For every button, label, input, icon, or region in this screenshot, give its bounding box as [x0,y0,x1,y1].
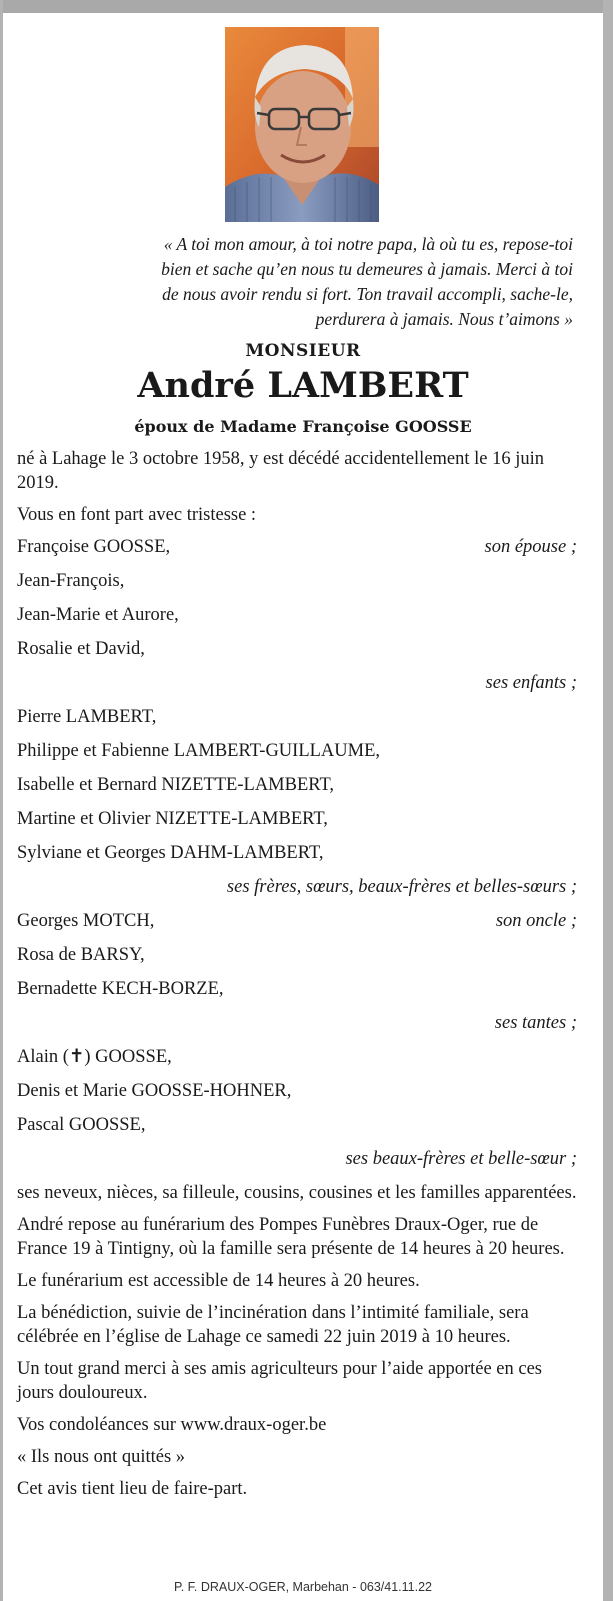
relation-label: ses enfants ; [485,673,577,693]
family-member: Jean-François, [17,571,125,591]
family-row [17,705,577,729]
announcement-line: Vous en font part avec tristesse : [17,505,257,525]
relation-label: ses beaux-frères et belle-sœur ; [345,1149,577,1169]
family-row [17,535,577,559]
closing-paragraph: ses neveux, nièces, sa filleule, cousins, cousines et les familles apparentées. [17,1183,577,1203]
quote-line: bien et sache qu’en nous tu demeures à jamais. Merci à toi [161,259,573,279]
funeral-home-footer: P. F. DRAUX-OGER, Marbehan - 063/41.11.22 [174,1580,432,1594]
family-member: Isabelle et Bernard NIZETTE-LAMBERT, [17,775,335,795]
family-member: Pascal GOOSSE, [17,1115,146,1135]
family-row [17,943,577,967]
closing-paragraph: Le funérarium est accessible de 14 heures à 20 heures. [17,1271,420,1291]
family-row [17,637,577,661]
portrait-photo [225,27,379,222]
family-row [17,569,577,593]
notice-body [17,447,577,1509]
relation-label: ses frères, sœurs, beaux-frères et belles-sœurs ; [226,877,577,897]
relation-label: son oncle ; [495,911,577,931]
family-row [17,841,577,865]
family-member: Jean-Marie et Aurore, [17,605,179,625]
family-row [17,739,577,763]
family-member: Alain (✝) GOOSSE, [17,1047,172,1067]
family-row [17,1079,577,1103]
top-border [3,0,603,13]
closing-paragraph: Un tout grand merci à ses amis agriculteurs pour l’aide apportée en ces jours douloureux. [17,1359,543,1403]
closing-paragraph: André repose au funérarium des Pompes Funèbres Draux-Oger, rue de France 19 à Tintigny, où la famille sera présente de 14 heures à 20 heures. [17,1215,565,1259]
quote-line: de nous avoir rendu si fort. Ton travail accompli, sache-le, [162,284,573,304]
family-row [17,603,577,627]
family-row [17,1045,577,1069]
quote-line: perdurera à jamais. Nous t’aimons » [315,309,573,329]
family-member: Martine et Olivier NIZETTE-LAMBERT, [17,809,328,829]
family-member: Pierre LAMBERT, [17,707,157,727]
family-row [17,807,577,831]
memorial-quote [53,232,573,332]
honorific-title: MONSIEUR [245,341,361,361]
family-row [17,909,577,933]
family-row [17,977,577,1001]
family-member: Françoise GOOSSE, [17,537,171,557]
birth-death-line: né à Lahage le 3 octobre 1958, y est décédé accidentellement le 16 juin 2019. [17,449,545,493]
condolences-link-line: Vos condoléances sur www.draux-oger.be [17,1415,327,1435]
family-member: Sylviane et Georges DAHM-LAMBERT, [17,843,324,863]
closing-paragraph: La bénédiction, suivie de l’incinération dans l’intimité familiale, sera célébrée en l’église de Lahage ce samedi 22 juin 2019 à 10 heures. [17,1303,529,1347]
spouse-line: époux de Madame Françoise GOOSSE [134,417,472,436]
family-member: Rosa de BARSY, [17,945,145,965]
deceased-name: André LAMBERT [137,365,469,406]
family-member: Rosalie et David, [17,639,145,659]
quote-line: « A toi mon amour, à toi notre papa, là où tu es, repose-toi [163,234,573,254]
family-member: Bernadette KECH-BORZE, [17,979,224,999]
family-row [17,1113,577,1137]
family-member: Georges MOTCH, [17,911,155,931]
relation-label: son épouse ; [484,537,577,557]
family-member: Denis et Marie GOOSSE-HOHNER, [17,1081,292,1101]
closing-paragraph: « Ils nous ont quittés » [17,1447,186,1467]
closing-paragraph: Cet avis tient lieu de faire-part. [17,1479,248,1499]
family-row [17,773,577,797]
obituary-notice [3,13,603,1601]
family-member: Philippe et Fabienne LAMBERT-GUILLAUME, [17,741,381,761]
relation-label: ses tantes ; [494,1013,577,1033]
